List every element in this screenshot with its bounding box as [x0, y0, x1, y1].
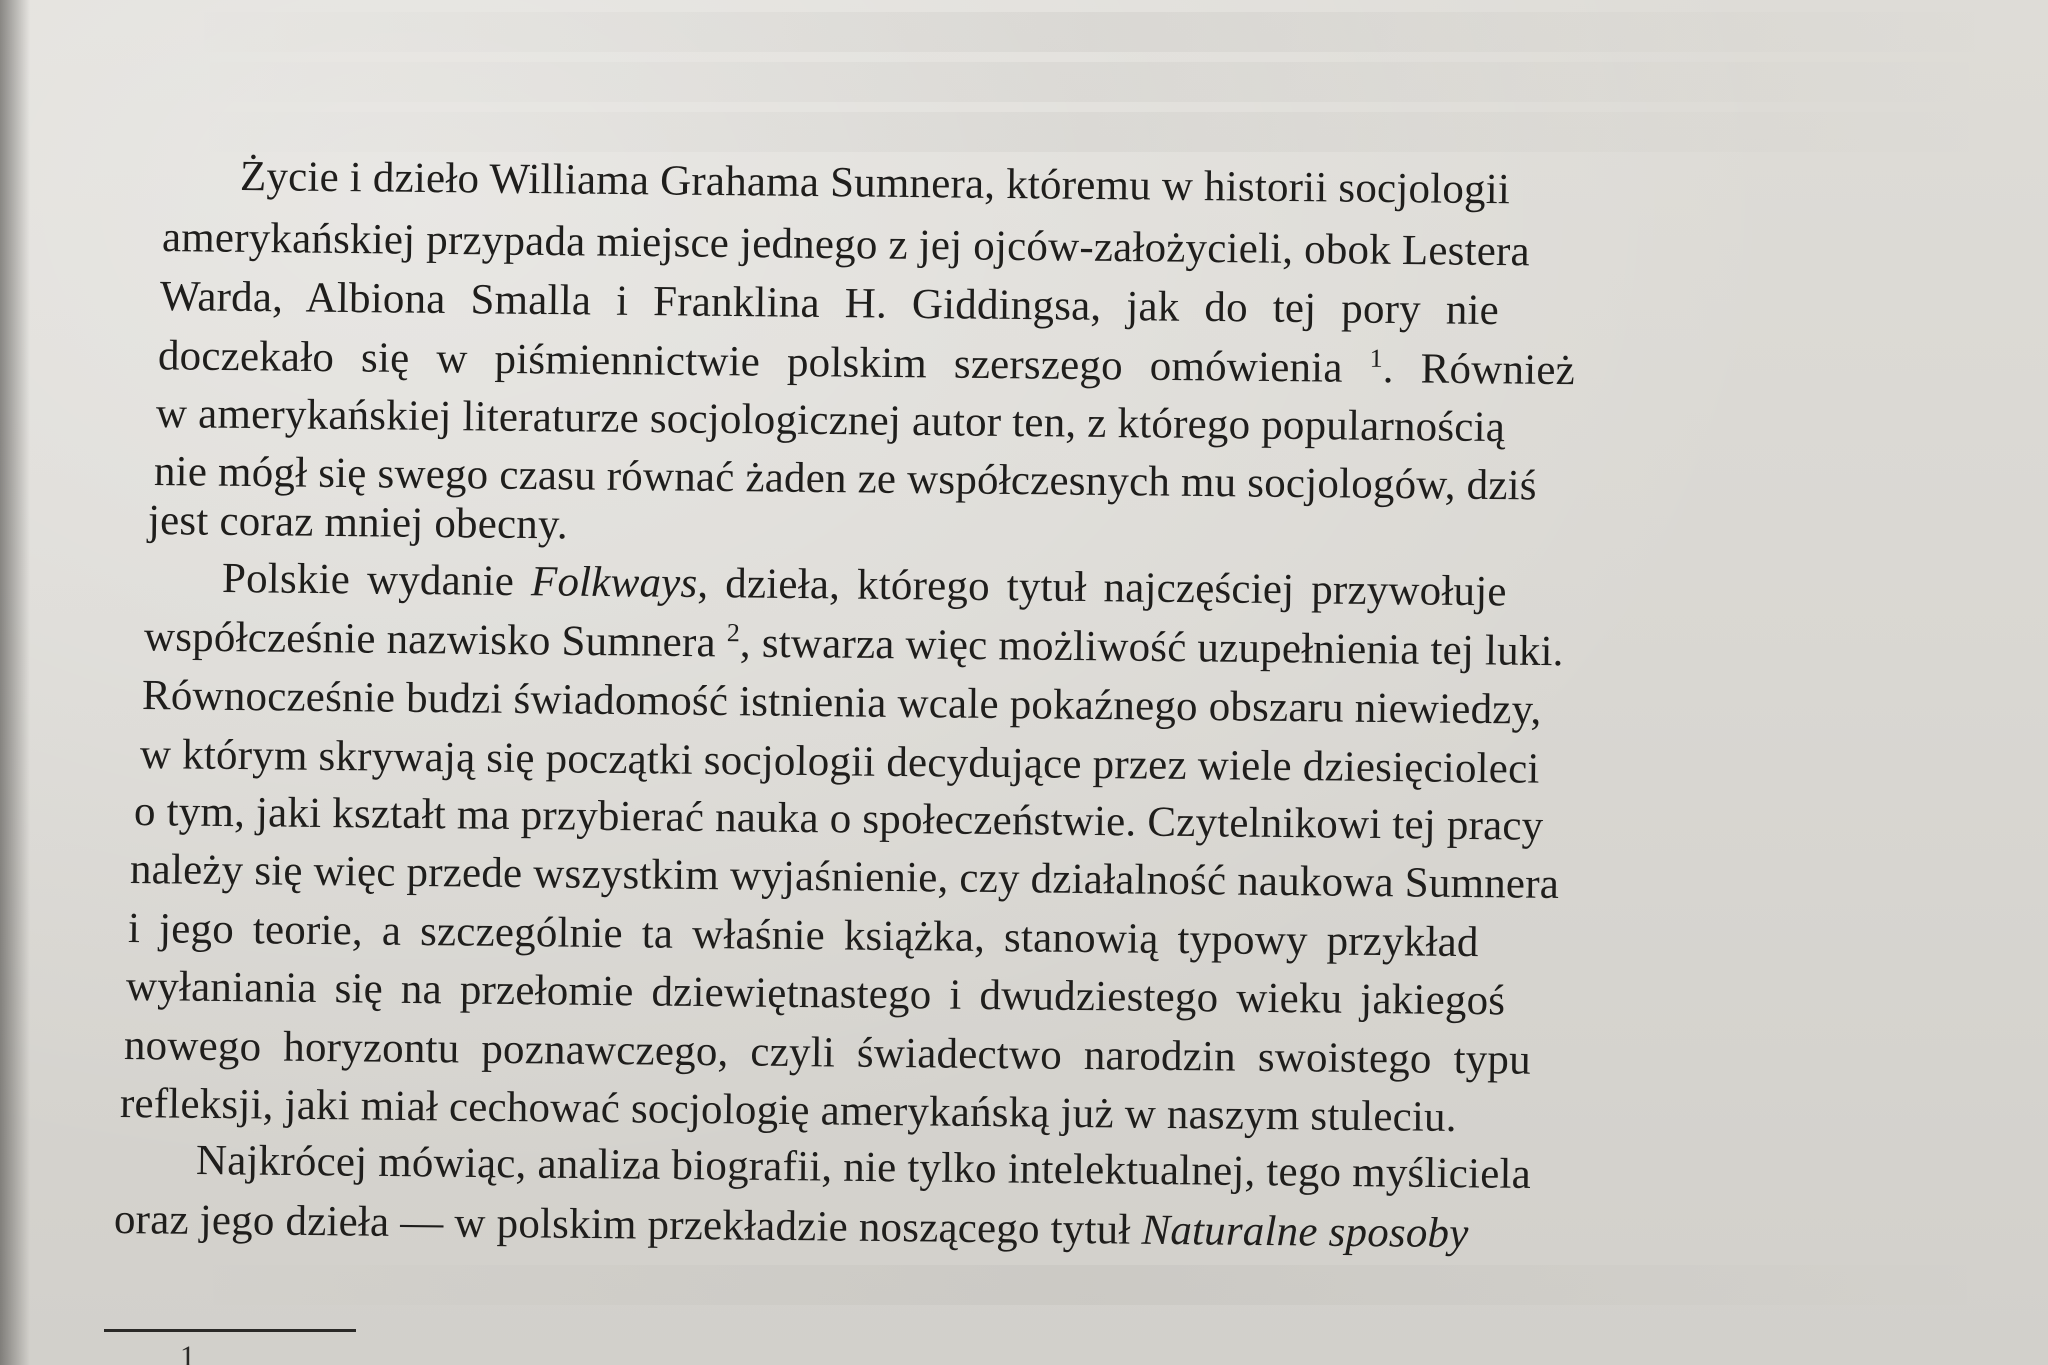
paragraph-1-line: nie mógł się swego czasu równać żaden ze współczesnych mu socjologów, dziś [153, 448, 1537, 510]
paragraph-1-line: Życie i dzieło Williama Grahama Sumnera, któremu w historii socjologii [239, 153, 1511, 214]
paragraph-2-line: refleksji, jaki miał cechować socjologię amerykańską już w naszym stuleciu. [119, 1080, 1457, 1141]
text-segment: doczekało się w piśmiennictwie polskim szerszego omówienia [157, 332, 1343, 392]
paragraph-3-line: Najkrócej mówiąc, analiza biografii, nie tylko intelektualnej, tego myśliciela [195, 1137, 1532, 1198]
paragraph-2-line: o tym, jaki kształt ma przybierać nauka o społeczeństwie. Czytelnikowi tej pracy [133, 788, 1544, 850]
paragraph-1-line: w amerykańskiej literaturze socjologicznej autor ten, z którego popularnością [155, 390, 1506, 452]
text-segment: , dzieła, którego tytuł najczęściej przywołuje [697, 559, 1507, 616]
text-segment: . Również [1382, 345, 1576, 395]
paragraph-1-line: Warda, Albiona Smalla i Franklina H. Giddingsa, jak do tej pory nie [159, 273, 1500, 335]
paragraph-2-line [144, 612, 1564, 676]
book-title: Naturalne sposoby [1141, 1206, 1469, 1258]
paragraph-2-line [222, 554, 1507, 616]
text-segment: , stwarza więc możliwość uzupełnienia tej luki. [739, 619, 1564, 676]
paragraph-1-line: jest coraz mniej obecny. [147, 497, 569, 549]
text-segment: Polskie wydanie [221, 555, 515, 606]
paragraph-2-line: należy się więc przede wszystkim wyjaśnienie, czy działalność naukowa Sumnera [129, 846, 1560, 908]
paragraph-3-line [114, 1195, 1469, 1258]
text-segment: współcześnie nazwisko Sumnera [143, 613, 717, 667]
paragraph-2-line: w którym skrywają się początki socjologii decydujące przez wiele dziesięcioleci [139, 731, 1540, 793]
text-segment: oraz jego dzieła — w polskim przekładzie noszącego tytuł [113, 1196, 1131, 1254]
paragraph-2-line: nowego horyzontu poznawczego, czyli świadectwo narodzin swoistego typu [123, 1022, 1532, 1084]
paragraph-1-line: amerykańskiej przypada miejsce jednego z jej ojców-założycieli, obok Lestera [161, 214, 1531, 276]
book-title: Folkways [530, 558, 698, 607]
paragraph-2-line: Równocześnie budzi świadomość istnienia wcale pokaźnego obszaru niewiedzy, [141, 672, 1542, 734]
footnote-number: 1 [180, 1340, 195, 1365]
footnote-reference: 1 [1369, 343, 1384, 373]
paragraph-2-line: wyłaniania się na przełomie dziewiętnastego i dwudziestego wieku jakiegoś [125, 963, 1506, 1025]
paragraph-2-line: i jego teorie, a szczególnie ta właśnie książka, stanowią typowy przykład [127, 905, 1479, 967]
footnote-reference: 2 [726, 618, 741, 648]
paragraph-1-line [158, 331, 1575, 395]
footnote-separator [104, 1329, 356, 1332]
